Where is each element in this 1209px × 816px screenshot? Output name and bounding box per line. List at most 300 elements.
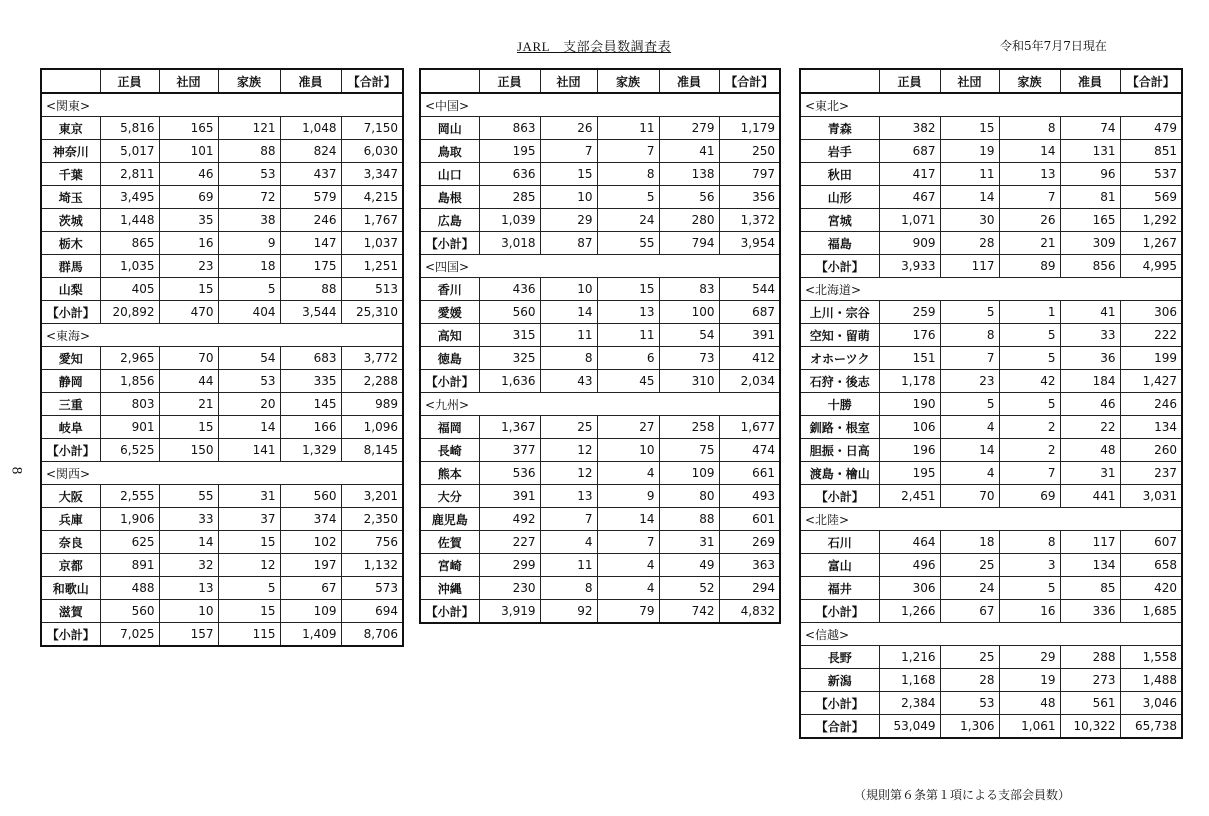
value-cell: 636 — [479, 163, 540, 186]
value-cell: 25,310 — [341, 301, 403, 324]
column-header: 社団 — [159, 69, 218, 93]
value-cell: 756 — [341, 531, 403, 554]
value-cell: 55 — [159, 485, 218, 508]
column-header: 社団 — [540, 69, 597, 93]
subtotal-row — [800, 485, 1182, 508]
value-cell: 8,706 — [341, 623, 403, 647]
value-cell: 335 — [280, 370, 341, 393]
value-cell: 391 — [719, 324, 780, 347]
value-cell: 479 — [1120, 117, 1182, 140]
value-cell: 65,738 — [1120, 715, 1182, 739]
region-row — [800, 278, 1182, 301]
value-cell: 325 — [479, 347, 540, 370]
value-cell: 865 — [100, 232, 159, 255]
table-row — [800, 577, 1182, 600]
column-header: 正員 — [479, 69, 540, 93]
row-label: 和歌山 — [41, 577, 100, 600]
table-row — [41, 117, 403, 140]
value-cell: 405 — [100, 278, 159, 301]
value-cell: 195 — [879, 462, 940, 485]
value-cell: 1,178 — [879, 370, 940, 393]
value-cell: 21 — [159, 393, 218, 416]
value-cell: 70 — [159, 347, 218, 370]
table-row — [420, 163, 780, 186]
value-cell: 299 — [479, 554, 540, 577]
region-label: <北陸> — [800, 508, 1182, 531]
value-cell: 14 — [540, 301, 597, 324]
value-cell: 9 — [597, 485, 659, 508]
value-cell: 106 — [879, 416, 940, 439]
value-cell: 7 — [597, 531, 659, 554]
region-row — [420, 93, 780, 117]
value-cell: 199 — [1120, 347, 1182, 370]
region-row — [420, 393, 780, 416]
row-label: 【小計】 — [41, 439, 100, 462]
row-label: 【小計】 — [420, 600, 479, 624]
value-cell: 412 — [719, 347, 780, 370]
column-header: 准員 — [1060, 69, 1120, 93]
value-cell: 2,288 — [341, 370, 403, 393]
value-cell: 579 — [280, 186, 341, 209]
value-cell: 80 — [659, 485, 719, 508]
region-label: <九州> — [420, 393, 780, 416]
as-of-date: 令和5年7月7日現在 — [1000, 39, 1107, 53]
value-cell: 1,306 — [940, 715, 999, 739]
value-cell: 989 — [341, 393, 403, 416]
header-row — [420, 69, 780, 93]
table-row — [41, 163, 403, 186]
value-cell: 197 — [280, 554, 341, 577]
value-cell: 470 — [159, 301, 218, 324]
value-cell: 1,096 — [341, 416, 403, 439]
table-row — [420, 416, 780, 439]
value-cell: 19 — [999, 669, 1060, 692]
value-cell: 1,558 — [1120, 646, 1182, 669]
column-header: 家族 — [218, 69, 280, 93]
value-cell: 417 — [879, 163, 940, 186]
value-cell: 794 — [659, 232, 719, 255]
row-label: 兵庫 — [41, 508, 100, 531]
value-cell: 1 — [999, 301, 1060, 324]
row-label: 【小計】 — [41, 301, 100, 324]
row-label: 愛媛 — [420, 301, 479, 324]
value-cell: 1,856 — [100, 370, 159, 393]
value-cell: 315 — [479, 324, 540, 347]
footnote: （規則第６条第１項による支部会員数） — [854, 788, 1071, 802]
value-cell: 404 — [218, 301, 280, 324]
value-cell: 437 — [280, 163, 341, 186]
value-cell: 356 — [719, 186, 780, 209]
table-row — [800, 324, 1182, 347]
value-cell: 227 — [479, 531, 540, 554]
value-cell: 12 — [540, 439, 597, 462]
table-row — [41, 508, 403, 531]
value-cell: 560 — [280, 485, 341, 508]
value-cell: 28 — [940, 232, 999, 255]
value-cell: 2,034 — [719, 370, 780, 393]
value-cell: 54 — [218, 347, 280, 370]
table-row — [41, 393, 403, 416]
value-cell: 41 — [659, 140, 719, 163]
value-cell: 46 — [1060, 393, 1120, 416]
value-cell: 294 — [719, 577, 780, 600]
grand-total-row — [800, 715, 1182, 739]
table-row — [800, 209, 1182, 232]
row-label: 山梨 — [41, 278, 100, 301]
value-cell: 15 — [940, 117, 999, 140]
value-cell: 391 — [479, 485, 540, 508]
membership-table-3 — [799, 68, 1183, 739]
header-row — [41, 69, 403, 93]
value-cell: 157 — [159, 623, 218, 647]
region-row — [41, 93, 403, 117]
value-cell: 14 — [218, 416, 280, 439]
value-cell: 544 — [719, 278, 780, 301]
value-cell: 4 — [540, 531, 597, 554]
table-row — [420, 554, 780, 577]
value-cell: 474 — [719, 439, 780, 462]
row-label: 【小計】 — [420, 370, 479, 393]
value-cell: 15 — [218, 531, 280, 554]
row-label: 石狩・後志 — [800, 370, 879, 393]
value-cell: 121 — [218, 117, 280, 140]
value-cell: 3,031 — [1120, 485, 1182, 508]
column-header: 准員 — [280, 69, 341, 93]
value-cell: 14 — [940, 186, 999, 209]
row-label: 石川 — [800, 531, 879, 554]
value-cell: 102 — [280, 531, 341, 554]
value-cell: 259 — [879, 301, 940, 324]
value-cell: 492 — [479, 508, 540, 531]
table-row — [41, 554, 403, 577]
value-cell: 190 — [879, 393, 940, 416]
column-header: 家族 — [999, 69, 1060, 93]
column-header: 正員 — [879, 69, 940, 93]
table-row — [41, 278, 403, 301]
table-row — [800, 163, 1182, 186]
row-label: 千葉 — [41, 163, 100, 186]
value-cell: 3,201 — [341, 485, 403, 508]
row-label: 熊本 — [420, 462, 479, 485]
value-cell: 3,018 — [479, 232, 540, 255]
value-cell: 75 — [659, 439, 719, 462]
value-cell: 109 — [280, 600, 341, 623]
value-cell: 1,266 — [879, 600, 940, 623]
value-cell: 1,685 — [1120, 600, 1182, 623]
value-cell: 35 — [159, 209, 218, 232]
column-header: 【合計】 — [341, 69, 403, 93]
table-row — [800, 301, 1182, 324]
row-label: 佐賀 — [420, 531, 479, 554]
table-row — [41, 531, 403, 554]
value-cell: 797 — [719, 163, 780, 186]
row-label: 茨城 — [41, 209, 100, 232]
value-cell: 5 — [999, 324, 1060, 347]
value-cell: 230 — [479, 577, 540, 600]
value-cell: 13 — [540, 485, 597, 508]
value-cell: 117 — [1060, 531, 1120, 554]
value-cell: 9 — [218, 232, 280, 255]
region-label: <四国> — [420, 255, 780, 278]
value-cell: 37 — [218, 508, 280, 531]
row-label: 福井 — [800, 577, 879, 600]
subtotal-row — [41, 623, 403, 647]
value-cell: 96 — [1060, 163, 1120, 186]
value-cell: 166 — [280, 416, 341, 439]
value-cell: 43 — [540, 370, 597, 393]
row-label: 福岡 — [420, 416, 479, 439]
value-cell: 537 — [1120, 163, 1182, 186]
value-cell: 891 — [100, 554, 159, 577]
subtotal-row — [41, 439, 403, 462]
value-cell: 16 — [159, 232, 218, 255]
table-row — [420, 117, 780, 140]
value-cell: 29 — [540, 209, 597, 232]
value-cell: 2 — [999, 416, 1060, 439]
value-cell: 1,048 — [280, 117, 341, 140]
row-label: 鹿児島 — [420, 508, 479, 531]
value-cell: 18 — [940, 531, 999, 554]
value-cell: 88 — [218, 140, 280, 163]
table-row — [420, 324, 780, 347]
value-cell: 5 — [218, 577, 280, 600]
value-cell: 7 — [597, 140, 659, 163]
table-row — [800, 439, 1182, 462]
row-label: 【小計】 — [800, 600, 879, 623]
value-cell: 33 — [159, 508, 218, 531]
value-cell: 31 — [1060, 462, 1120, 485]
value-cell: 258 — [659, 416, 719, 439]
value-cell: 88 — [659, 508, 719, 531]
table-row — [41, 232, 403, 255]
value-cell: 5 — [999, 347, 1060, 370]
column-header: 社団 — [940, 69, 999, 93]
value-cell: 803 — [100, 393, 159, 416]
table-row — [420, 577, 780, 600]
value-cell: 21 — [999, 232, 1060, 255]
value-cell: 196 — [879, 439, 940, 462]
row-label: 岐阜 — [41, 416, 100, 439]
region-label: <中国> — [420, 93, 780, 117]
value-cell: 661 — [719, 462, 780, 485]
row-label: 【小計】 — [420, 232, 479, 255]
value-cell: 2,811 — [100, 163, 159, 186]
value-cell: 53 — [218, 163, 280, 186]
value-cell: 246 — [1120, 393, 1182, 416]
region-label: <東北> — [800, 93, 1182, 117]
value-cell: 6 — [597, 347, 659, 370]
table-row — [420, 508, 780, 531]
value-cell: 607 — [1120, 531, 1182, 554]
value-cell: 279 — [659, 117, 719, 140]
value-cell: 83 — [659, 278, 719, 301]
table-row — [800, 416, 1182, 439]
row-label: 神奈川 — [41, 140, 100, 163]
value-cell: 5,816 — [100, 117, 159, 140]
row-label: 【小計】 — [800, 485, 879, 508]
value-cell: 25 — [540, 416, 597, 439]
value-cell: 2,384 — [879, 692, 940, 715]
value-cell: 5 — [940, 393, 999, 416]
value-cell: 14 — [597, 508, 659, 531]
value-cell: 138 — [659, 163, 719, 186]
value-cell: 336 — [1060, 600, 1120, 623]
value-cell: 117 — [940, 255, 999, 278]
value-cell: 363 — [719, 554, 780, 577]
row-label: 十勝 — [800, 393, 879, 416]
value-cell: 38 — [218, 209, 280, 232]
value-cell: 309 — [1060, 232, 1120, 255]
value-cell: 54 — [659, 324, 719, 347]
value-cell: 23 — [940, 370, 999, 393]
value-cell: 1,035 — [100, 255, 159, 278]
value-cell: 310 — [659, 370, 719, 393]
value-cell: 115 — [218, 623, 280, 647]
value-cell: 694 — [341, 600, 403, 623]
value-cell: 32 — [159, 554, 218, 577]
value-cell: 52 — [659, 577, 719, 600]
value-cell: 12 — [218, 554, 280, 577]
value-cell: 2,965 — [100, 347, 159, 370]
value-cell: 436 — [479, 278, 540, 301]
value-cell: 89 — [999, 255, 1060, 278]
value-cell: 5 — [999, 393, 1060, 416]
value-cell: 7,150 — [341, 117, 403, 140]
value-cell: 280 — [659, 209, 719, 232]
column-header: 正員 — [100, 69, 159, 93]
value-cell: 1,132 — [341, 554, 403, 577]
value-cell: 109 — [659, 462, 719, 485]
value-cell: 1,061 — [999, 715, 1060, 739]
row-label: 高知 — [420, 324, 479, 347]
region-label: <信越> — [800, 623, 1182, 646]
table-row — [800, 669, 1182, 692]
value-cell: 1,636 — [479, 370, 540, 393]
value-cell: 10 — [159, 600, 218, 623]
table-row — [420, 140, 780, 163]
value-cell: 53,049 — [879, 715, 940, 739]
value-cell: 8 — [999, 117, 1060, 140]
table-row — [800, 646, 1182, 669]
value-cell: 742 — [659, 600, 719, 624]
value-cell: 625 — [100, 531, 159, 554]
value-cell: 1,292 — [1120, 209, 1182, 232]
table-row — [800, 347, 1182, 370]
value-cell: 101 — [159, 140, 218, 163]
table-row — [800, 232, 1182, 255]
value-cell: 2,555 — [100, 485, 159, 508]
column-header: 家族 — [597, 69, 659, 93]
value-cell: 131 — [1060, 140, 1120, 163]
value-cell: 3,046 — [1120, 692, 1182, 715]
value-cell: 5 — [999, 577, 1060, 600]
row-label: 三重 — [41, 393, 100, 416]
row-label: 長野 — [800, 646, 879, 669]
region-row — [800, 93, 1182, 117]
value-cell: 14 — [999, 140, 1060, 163]
table-row — [420, 347, 780, 370]
value-cell: 23 — [159, 255, 218, 278]
value-cell: 53 — [940, 692, 999, 715]
value-cell: 1,427 — [1120, 370, 1182, 393]
value-cell: 150 — [159, 439, 218, 462]
value-cell: 45 — [597, 370, 659, 393]
region-row — [420, 255, 780, 278]
region-row — [41, 462, 403, 485]
value-cell: 1,906 — [100, 508, 159, 531]
row-label: 釧路・根室 — [800, 416, 879, 439]
subtotal-row — [41, 301, 403, 324]
value-cell: 134 — [1060, 554, 1120, 577]
value-cell: 79 — [597, 600, 659, 624]
value-cell: 69 — [999, 485, 1060, 508]
row-label: 山口 — [420, 163, 479, 186]
row-label: オホーツク — [800, 347, 879, 370]
value-cell: 67 — [940, 600, 999, 623]
value-cell: 269 — [719, 531, 780, 554]
value-cell: 285 — [479, 186, 540, 209]
value-cell: 165 — [159, 117, 218, 140]
region-label: <北海道> — [800, 278, 1182, 301]
row-label: 新潟 — [800, 669, 879, 692]
row-label: 【小計】 — [41, 623, 100, 647]
table-row — [41, 600, 403, 623]
table-row — [420, 301, 780, 324]
row-label: 岩手 — [800, 140, 879, 163]
page-number: 8 — [8, 466, 25, 475]
value-cell: 4,995 — [1120, 255, 1182, 278]
value-cell: 13 — [597, 301, 659, 324]
value-cell: 31 — [659, 531, 719, 554]
value-cell: 73 — [659, 347, 719, 370]
value-cell: 72 — [218, 186, 280, 209]
header-row — [800, 69, 1182, 93]
value-cell: 11 — [540, 554, 597, 577]
row-label: 宮城 — [800, 209, 879, 232]
value-cell: 30 — [940, 209, 999, 232]
table-row — [41, 347, 403, 370]
row-label: 埼玉 — [41, 186, 100, 209]
value-cell: 12 — [540, 462, 597, 485]
value-cell: 377 — [479, 439, 540, 462]
value-cell: 1,367 — [479, 416, 540, 439]
value-cell: 2,350 — [341, 508, 403, 531]
row-label: 京都 — [41, 554, 100, 577]
subtotal-row — [420, 600, 780, 624]
value-cell: 658 — [1120, 554, 1182, 577]
value-cell: 250 — [719, 140, 780, 163]
row-label: 奈良 — [41, 531, 100, 554]
value-cell: 441 — [1060, 485, 1120, 508]
value-cell: 496 — [879, 554, 940, 577]
table-row — [420, 278, 780, 301]
value-cell: 7,025 — [100, 623, 159, 647]
value-cell: 100 — [659, 301, 719, 324]
column-header — [800, 69, 879, 93]
value-cell: 147 — [280, 232, 341, 255]
table-row — [800, 554, 1182, 577]
value-cell: 48 — [999, 692, 1060, 715]
row-label: 【小計】 — [800, 255, 879, 278]
value-cell: 3,495 — [100, 186, 159, 209]
subtotal-row — [800, 692, 1182, 715]
value-cell: 536 — [479, 462, 540, 485]
region-row — [800, 623, 1182, 646]
table-row — [800, 462, 1182, 485]
table-row — [420, 531, 780, 554]
row-label: 長崎 — [420, 439, 479, 462]
row-label: 鳥取 — [420, 140, 479, 163]
